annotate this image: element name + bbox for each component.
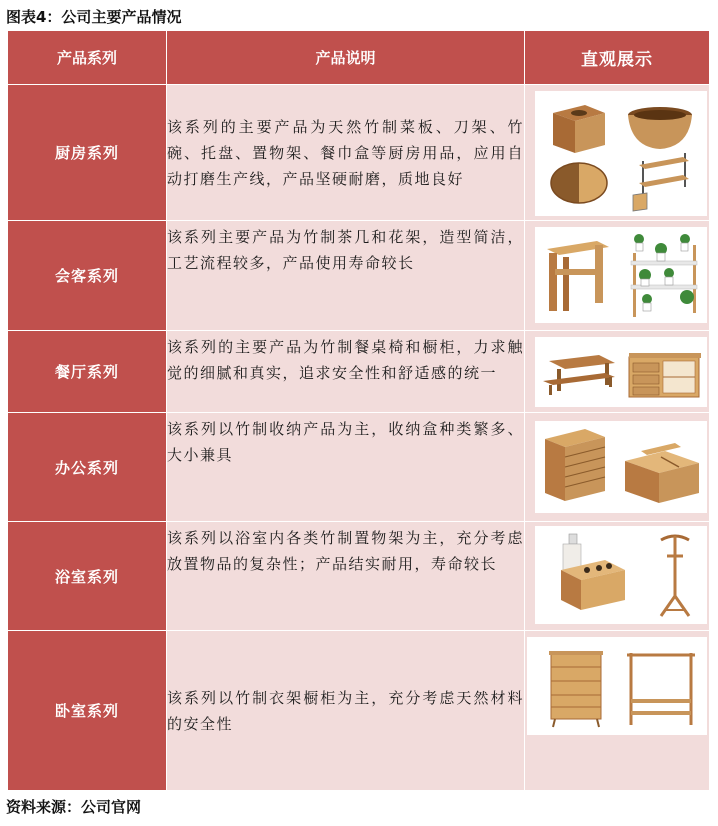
product-table (7, 30, 710, 791)
row-image-cell (525, 221, 710, 331)
row-description: 该系列主要产品为竹制茶几和花架，造型简洁，工艺流程较多，产品使用寿命较长 (167, 221, 525, 331)
table-row (8, 331, 710, 413)
row-image-cell (525, 331, 710, 413)
table-row (8, 522, 710, 631)
header-description: 产品说明 (167, 31, 525, 85)
office-products-image (535, 421, 707, 513)
table-row (8, 221, 710, 331)
row-image-cell (525, 522, 710, 631)
row-series-label: 会客系列 (8, 221, 167, 331)
kitchen-products-image (535, 91, 707, 216)
row-image-cell (525, 631, 710, 791)
source-note: 资料来源：公司官网 (6, 798, 142, 816)
table-row (8, 85, 710, 221)
dining-products-image (535, 337, 707, 407)
table-header-row (8, 31, 710, 85)
row-description: 该系列以竹制衣架橱柜为主，充分考虑天然材料的安全性 (167, 631, 525, 791)
row-series-label: 厨房系列 (8, 85, 167, 221)
table-row (8, 631, 710, 791)
row-description: 该系列的主要产品为竹制餐桌椅和橱柜，力求触觉的细腻和真实，追求安全性和舒适感的统一 (167, 331, 525, 413)
row-series-label: 餐厅系列 (8, 331, 167, 413)
row-image-cell (525, 85, 710, 221)
row-series-label: 浴室系列 (8, 522, 167, 631)
table-row (8, 413, 710, 522)
header-display: 直观展示 (525, 31, 710, 85)
row-series-label: 卧室系列 (8, 631, 167, 791)
figure-caption: 图表4：公司主要产品情况 (6, 8, 182, 26)
bedroom-products-image (527, 637, 707, 735)
header-series: 产品系列 (8, 31, 167, 85)
row-image-cell (525, 413, 710, 522)
living-room-products-image (535, 227, 707, 323)
row-description: 该系列以浴室内各类竹制置物架为主，充分考虑放置物品的复杂性；产品结实耐用，寿命较长 (167, 522, 525, 631)
row-description: 该系列的主要产品为天然竹制菜板、刀架、竹碗、托盘、置物架、餐巾盒等厨房用品，应用自动打磨生产线，产品坚硬耐磨，质地良好 (167, 85, 525, 221)
row-description: 该系列以竹制收纳产品为主，收纳盒种类繁多、大小兼具 (167, 413, 525, 522)
row-series-label: 办公系列 (8, 413, 167, 522)
bathroom-products-image (535, 526, 707, 624)
